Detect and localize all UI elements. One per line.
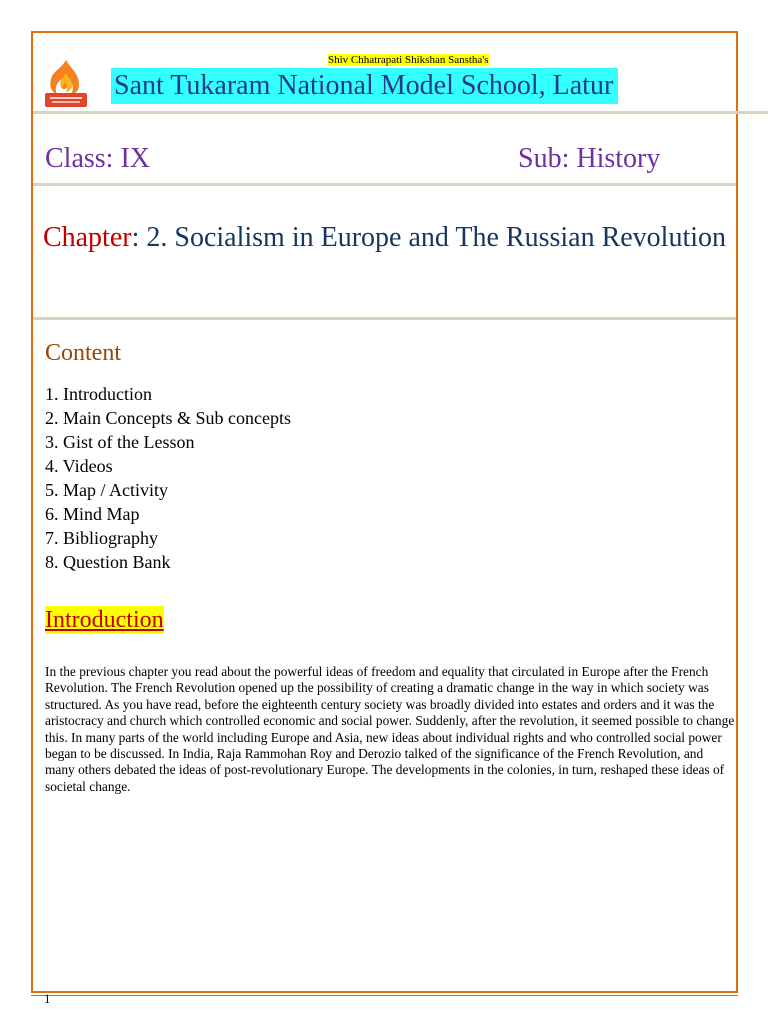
content-item: 7. Bibliography xyxy=(45,528,158,548)
content-item: 3. Gist of the Lesson xyxy=(45,432,195,452)
subject-label: Sub: History xyxy=(518,143,661,174)
content-item: 8. Question Bank xyxy=(45,552,171,572)
class-divider xyxy=(33,183,736,186)
header-divider xyxy=(33,111,768,114)
content-item: 6. Mind Map xyxy=(45,504,140,524)
bottom-border-line xyxy=(31,995,738,996)
page-number: 1 xyxy=(44,991,51,1006)
chapter-prefix: Chapter xyxy=(42,222,132,253)
school-name: Sant Tukaram National Model School, Latur xyxy=(111,68,618,104)
content-list xyxy=(45,382,291,574)
chapter-name: : 2. Socialism in Europe and The Russian Revolution xyxy=(131,222,727,253)
introduction-heading: Introduction xyxy=(45,607,164,633)
chapter-divider xyxy=(33,317,736,320)
content-heading: Content xyxy=(45,340,121,366)
content-item: 4. Videos xyxy=(45,456,113,476)
class-label: Class: IX xyxy=(45,143,150,174)
content-item: 2. Main Concepts & Sub concepts xyxy=(45,408,291,428)
introduction-paragraph: In the previous chapter you read about the powerful ideas of freedom and equality that circulated in Europe after the French Revolution. The French Revolution opened up the possibility of creating a dramatic change in the way in which society was structured. As you have read, before the eighteenth century society was broadly divided into estates and orders and it was the aristocracy and church which controlled economic and social power. Suddenly, after the revolution, it seemed possible to change this. In many parts of the world including Europe and Asia, new ideas about individual rights and who controlled social power began to be discussed. In India, Raja Rammohan Roy and Derozio talked of the significance of the French Revolution, and many others debated the ideas of post-revolutionary Europe. The developments in the colonies, in turn, reshaped these ideas of societal change. xyxy=(45,664,735,794)
flame-logo-icon xyxy=(42,58,90,110)
content-item: 5. Map / Activity xyxy=(45,480,168,500)
chapter-title xyxy=(33,220,736,256)
trust-name: Shiv Chhatrapati Shikshan Sanstha's xyxy=(328,54,489,66)
content-item: 1. Introduction xyxy=(45,384,152,404)
